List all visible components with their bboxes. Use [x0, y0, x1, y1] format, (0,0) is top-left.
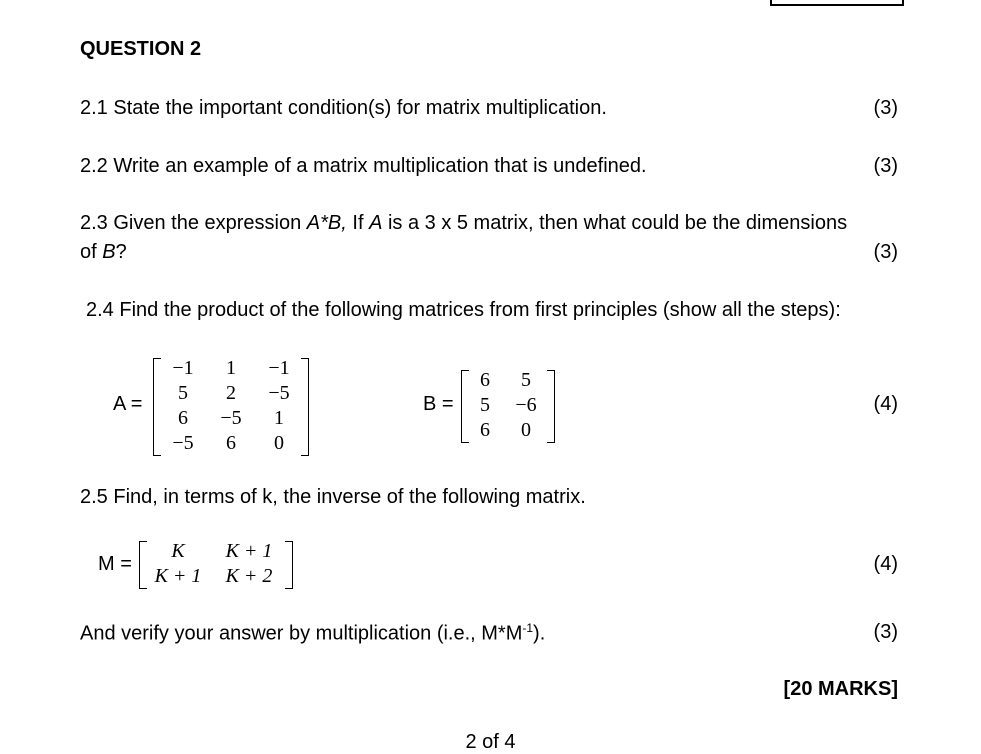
question-2-5-marks: (4) — [873, 553, 898, 575]
matrix-b — [461, 368, 555, 443]
page-number: 2 of 4 — [465, 731, 516, 753]
q2-3-var-b: B — [102, 241, 116, 263]
question-2-1-marks: (3) — [873, 97, 898, 119]
q2-3-var-a: A — [369, 212, 383, 234]
matrix-cell: 1 — [274, 407, 284, 429]
matrix-cell: K + 1 — [154, 565, 202, 587]
matrix-cell: 5 — [178, 382, 188, 404]
matrix-cell: 5 — [521, 369, 531, 391]
verify-superscript: -1 — [522, 621, 534, 635]
matrix-cell: −5 — [268, 382, 290, 404]
matrix-cell: K + 2 — [225, 565, 273, 587]
verify-marks: (3) — [873, 621, 898, 643]
matrix-cell: −5 — [220, 407, 242, 429]
q2-3-prefix: 2.3 Given the expression — [80, 212, 307, 234]
question-2-3-line-2 — [80, 241, 127, 264]
question-2-5-text: 2.5 Find, in terms of k, the inverse of the following matrix. — [80, 486, 586, 508]
matrix-cell: −6 — [515, 394, 537, 416]
question-2-2-marks: (3) — [873, 155, 898, 177]
matrix-cell: 1 — [226, 357, 236, 379]
question-2-1-text: 2.1 State the important condition(s) for matrix multiplication. — [80, 97, 607, 119]
matrix-a — [153, 356, 309, 456]
matrix-b-label: B = — [423, 393, 454, 415]
matrix-cell: 6 — [480, 419, 490, 441]
matrix-cell: 6 — [178, 407, 188, 429]
previous-total-bracket — [770, 0, 904, 6]
total-marks: [20 MARKS] — [783, 678, 898, 700]
matrix-m-label: M = — [98, 553, 132, 575]
q2-3-expression: A*B, — [306, 212, 347, 234]
matrix-m — [139, 539, 293, 589]
matrix-cell: −1 — [172, 357, 194, 379]
matrix-cell: −5 — [172, 432, 194, 454]
matrix-a-label: A = — [113, 393, 143, 415]
question-2-3-line-1 — [80, 212, 847, 235]
verify-prefix: And verify your answer by multiplication (i.e., M*M — [80, 622, 523, 645]
matrix-cell: K — [171, 540, 185, 562]
matrix-cell: 0 — [274, 432, 284, 454]
question-2-4-text: 2.4 Find the product of the following matrices from first principles (show all the steps): — [86, 299, 841, 321]
matrix-cell: 0 — [521, 419, 531, 441]
q2-3-line2-suffix: ? — [115, 241, 127, 263]
question-2-3-marks: (3) — [873, 241, 898, 263]
matrix-cell: K + 1 — [225, 540, 273, 562]
question-2-2-text: 2.2 Write an example of a matrix multiplication that is undefined. — [80, 155, 647, 177]
matrix-cell: −1 — [268, 357, 290, 379]
matrix-cell: 6 — [480, 369, 490, 391]
verify-text — [80, 621, 545, 646]
verify-suffix: ). — [533, 622, 546, 645]
matrix-cell: 2 — [226, 382, 236, 404]
question-2-4-marks: (4) — [873, 393, 898, 415]
matrix-cell: 5 — [480, 394, 490, 416]
question-title: QUESTION 2 — [80, 38, 202, 60]
matrix-cell: 6 — [226, 432, 236, 454]
q2-3-rest: is a 3 x 5 matrix, then what could be the dimensions — [382, 212, 848, 234]
q2-3-mid: If — [346, 212, 370, 234]
q2-3-line2-prefix: of — [80, 241, 103, 263]
